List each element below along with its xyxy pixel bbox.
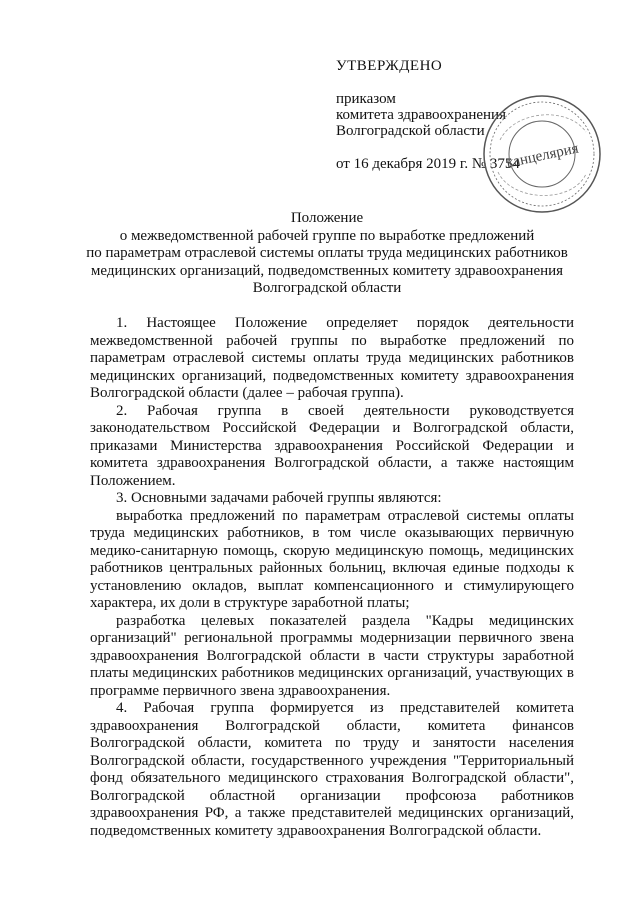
paragraph-3-item-2: разработка целевых показателей раздела "Кадры медицинских организаций" региональной программы модернизации первичного звена здравоохранения Волгоградской области в части структуры заработной платы медицинских работников медицинских организаций, участвующих в программе первичного звена здравоохранения. (90, 612, 574, 699)
paragraph-3: 3. Основными задачами рабочей группы являются: (116, 490, 442, 506)
heading-line-1: о межведомственной рабочей группе по выработке предложений (119, 227, 535, 244)
paragraph-2: 2. Рабочая группа в своей деятельности руководствуется законодательством Российской Федерации и Волгоградской области, приказами Министерства здравоохранения Российской Федерации и комитета здравоохранения Волгоградской области, а также настоящим Положением. (90, 402, 574, 489)
stamp-text: канцелярия (504, 140, 580, 172)
document-heading (60, 210, 594, 298)
heading-line-3: медицинских организаций, подведомственных комитету здравоохранения (90, 262, 564, 279)
paragraph-4: 4. Рабочая группа формируется из представителей комитета здравоохранения Волгоградской области, комитета финансов Волгоградской области, комитета по труду и занятости населения Волгоградской области, государственного учреждения "Территориальный фонд обязательного медицинского страхования Волгоградской области", Волгоградской областной организации профсоюза работников здравоохранения РФ, а также представителей медицинских организаций, подведомственных комитету здравоохранения Волгоградской области. (90, 700, 574, 839)
office-stamp (480, 92, 604, 216)
paragraph-1: 1. Настоящее Положение определяет порядок деятельности межведомственной рабочей группы по выработке предложений по параметрам отраслевой системы оплаты труда медицинских работников медицинских организаций, подведомственных комитету здравоохранения Волгоградской области (далее – рабочая группа). (90, 315, 574, 401)
approval-date: от 16 декабря 2019 г. № 3754 (336, 156, 520, 172)
heading-line-4: Волгоградской области (252, 280, 402, 296)
approval-title: УТВЕРЖДЕНО (336, 58, 443, 74)
approval-line-2: комитета здравоохранения (336, 107, 506, 123)
approval-line-3: Волгоградской области (336, 123, 485, 139)
heading-line-2: по параметрам отраслевой системы оплаты труда медицинских работников (86, 245, 568, 261)
heading-title: Положение (290, 210, 364, 226)
paragraph-3-item-1: выработка предложений по параметрам отраслевой системы оплаты труда медицинских работников, в том числе оказывающих первичную медико-санитарную помощь, скорую медицинскую помощь, медицинских работников центральных районных больниц, включая единые подходы к установлению окладов, выплат компенсационного и стимулирующего характера, их доли в структуре заработной платы; (90, 507, 574, 611)
document-body (90, 315, 574, 840)
approval-line-1: приказом (336, 91, 396, 107)
